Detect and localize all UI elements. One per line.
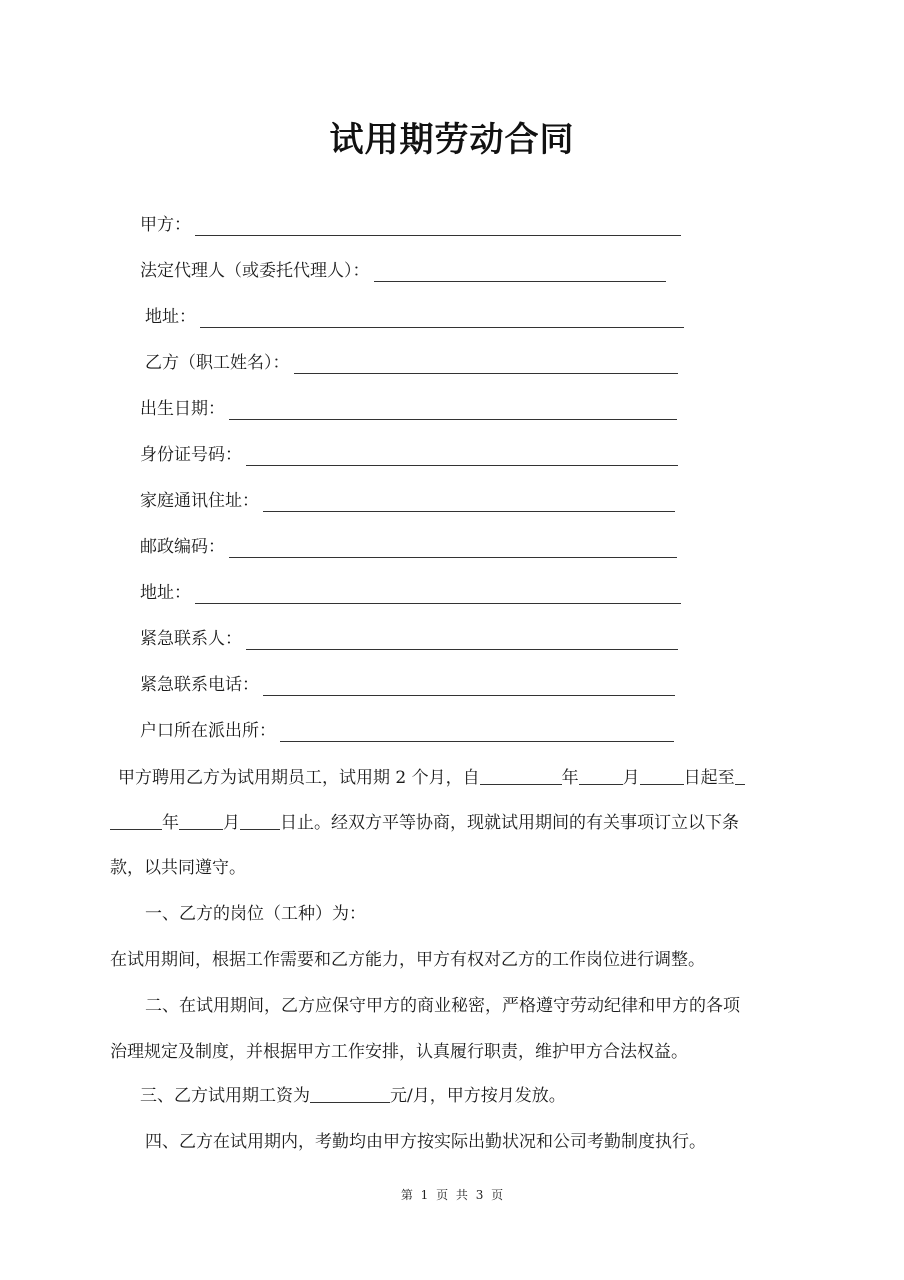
clause-text: 三、乙方试用期工资为 <box>140 1086 310 1106</box>
year-label: 年 <box>162 813 179 833</box>
fill-line[interactable] <box>280 723 674 742</box>
field-id-number <box>140 444 678 466</box>
blank-year-to[interactable] <box>110 813 162 830</box>
fill-line[interactable] <box>263 493 675 512</box>
fill-line[interactable] <box>195 585 681 604</box>
fill-line[interactable] <box>246 631 678 650</box>
clause-text: 元/月，甲方按月发放。 <box>390 1086 566 1106</box>
field-birth-date <box>140 398 677 420</box>
clause-2-line-2 <box>110 1041 688 1063</box>
clause-text: 四、乙方在试用期内，考勤均由甲方按实际出勤状况和公司考勤制度执行。 <box>145 1132 706 1152</box>
field-party-a <box>140 214 681 236</box>
clause-text: 在试用期间，根据工作需要和乙方能力，甲方有权对乙方的工作岗位进行调整。 <box>110 950 705 970</box>
blank-day-from[interactable] <box>640 768 684 785</box>
clause-1-title <box>145 903 366 925</box>
month-label: 月 <box>622 768 640 788</box>
field-label: 家庭通讯住址： <box>140 491 259 511</box>
field-postal-code <box>140 536 677 558</box>
fill-line[interactable] <box>200 309 684 328</box>
probation-text: 甲方聘用乙方为试用期员工，试用期 2 个月，自 <box>118 768 480 788</box>
probation-text: 日止。经双方平等协商，现就试用期间的有关事项订立以下条 <box>280 813 739 833</box>
field-emergency-contact <box>140 628 678 650</box>
clause-3 <box>140 1085 566 1107</box>
field-label: 身份证号码： <box>140 445 242 465</box>
clause-2-line-1 <box>145 995 740 1017</box>
field-label: 出生日期： <box>140 399 225 419</box>
fill-line[interactable] <box>294 355 678 374</box>
field-address-b <box>140 582 681 604</box>
field-legal-representative <box>140 260 666 282</box>
clause-text: 二、在试用期间，乙方应保守甲方的商业秘密，严格遵守劳动纪律和甲方的各项 <box>145 996 740 1016</box>
fill-line[interactable] <box>374 263 666 282</box>
field-label: 邮政编码： <box>140 537 225 557</box>
page-number-footer: 第 1 页 共 3 页 <box>400 1188 504 1202</box>
field-label: 乙方（职工姓名）： <box>145 353 290 373</box>
day-from-label: 日起至 <box>683 768 735 788</box>
field-address-a <box>145 306 684 328</box>
month-label: 月 <box>223 813 240 833</box>
clause-1-body <box>110 949 705 971</box>
clause-4 <box>145 1131 706 1153</box>
blank-month-to[interactable] <box>179 813 223 830</box>
fill-line[interactable] <box>229 539 677 558</box>
clause-text: 一、乙方的岗位（工种）为： <box>145 904 366 924</box>
field-emergency-phone <box>140 674 675 696</box>
field-label: 法定代理人（或委托代理人）： <box>140 261 370 281</box>
blank-salary[interactable] <box>310 1086 390 1103</box>
fill-line[interactable] <box>195 217 681 236</box>
field-label: 紧急联系人： <box>140 629 242 649</box>
field-label: 户口所在派出所： <box>140 721 276 741</box>
probation-line-1 <box>118 767 745 789</box>
clause-text: 治理规定及制度，并根据甲方工作安排，认真履行职责，维护甲方合法权益。 <box>110 1042 688 1062</box>
document-title: 试用期劳动合同 <box>329 120 575 160</box>
fill-line[interactable] <box>229 401 677 420</box>
fill-line[interactable] <box>263 677 675 696</box>
fill-line[interactable] <box>246 447 678 466</box>
probation-line-2 <box>110 812 739 834</box>
blank-year-from[interactable] <box>480 768 562 785</box>
field-label: 地址： <box>145 307 196 327</box>
field-label: 紧急联系电话： <box>140 675 259 695</box>
field-party-b <box>145 352 678 374</box>
field-home-address <box>140 490 675 512</box>
probation-text: 款，以共同遵守。 <box>110 858 246 878</box>
field-label: 地址： <box>140 583 191 603</box>
field-police-station <box>140 720 674 742</box>
probation-line-3 <box>110 857 246 879</box>
blank-month-from[interactable] <box>579 768 623 785</box>
blank-year-to-start[interactable] <box>735 768 745 785</box>
field-label: 甲方： <box>140 215 191 235</box>
year-label: 年 <box>561 768 579 788</box>
blank-day-to[interactable] <box>240 813 280 830</box>
